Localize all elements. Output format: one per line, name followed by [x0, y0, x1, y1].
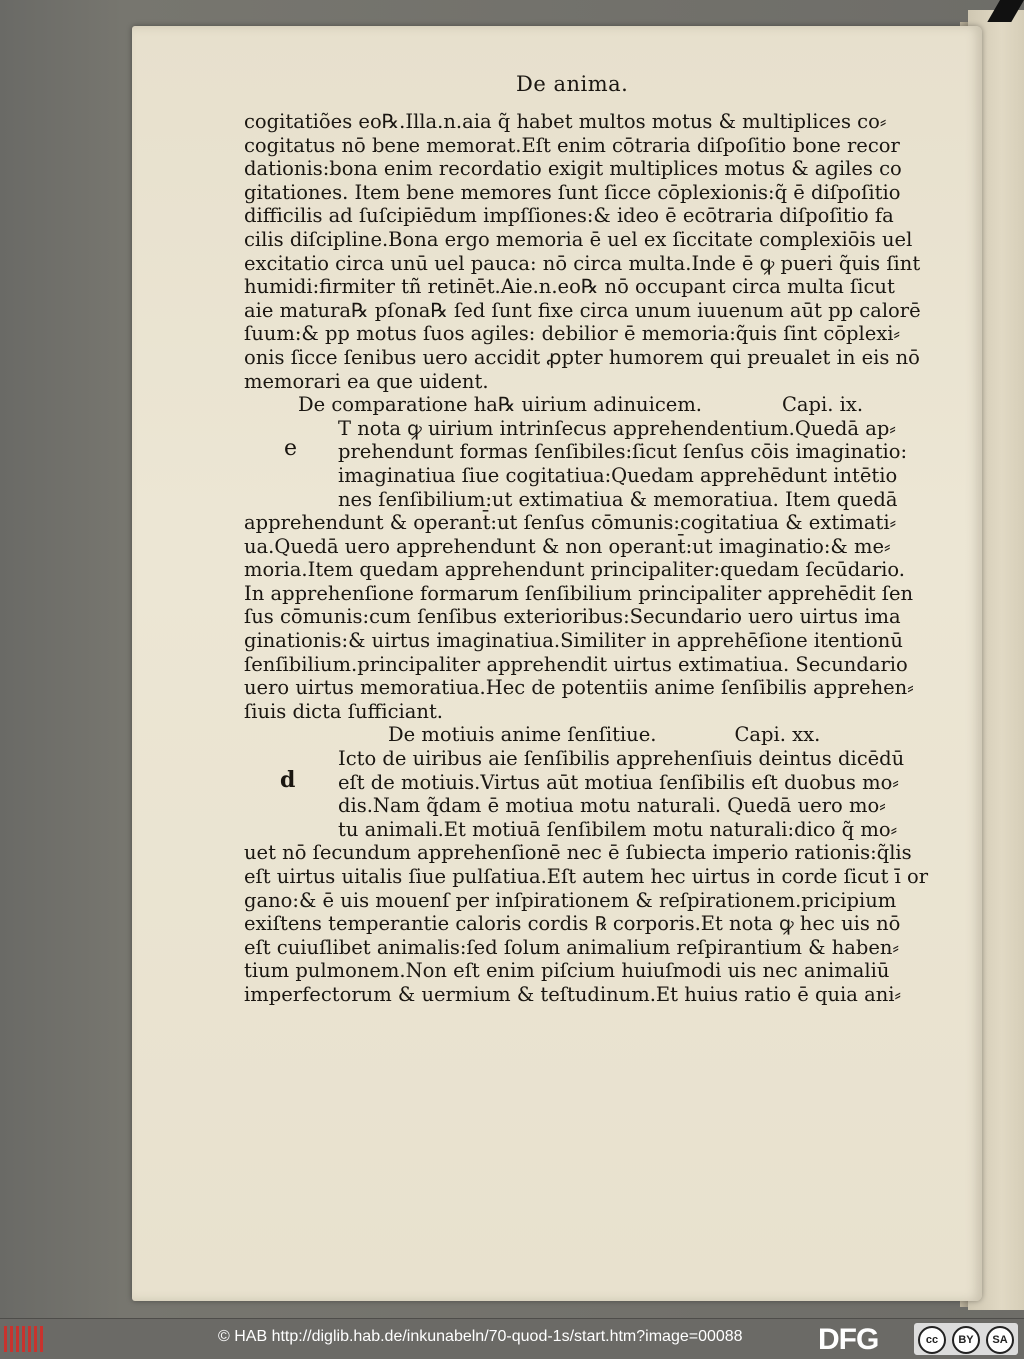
- source-link[interactable]: © HAB http://diglib.hab.de/inkunabeln/70-quod-1s/start.htm?image=00088: [218, 1328, 743, 1345]
- text-line: apprehendunt & operant̄:ut ſenſus cōmunis:cogitatiua & extimati⸗: [244, 511, 897, 535]
- initial-guide-letter: d: [280, 767, 296, 794]
- paragraph-3: [244, 841, 929, 1006]
- initial-guide-letter: e: [284, 435, 298, 461]
- text-line: gano:& ē uis mouenſ per inſpirationem & reſpirationem.pricipium: [244, 888, 897, 912]
- footer-bar: [0, 1318, 1024, 1359]
- text-line: dis.Nam q̃dam ē motiua motu naturali. Quedā uero mo⸗: [338, 794, 886, 818]
- paragraph-3-hanging: [244, 747, 904, 841]
- text-line: ua.Quedā uero apprehendunt & non operant̄:ut imaginatio:& me⸗: [244, 534, 891, 558]
- text-line: ſenſibilium.principaliter apprehendit uirtus extimatiua. Secundario: [244, 652, 908, 676]
- text-line: tium pulmonem.Non eſt enim piſcium huiuſmodi uis nec animaliū: [244, 959, 890, 983]
- text-line: imperfectorum & uermium & teſtudinum.Et huius ratio ē quia ani⸗: [244, 982, 902, 1006]
- text-line: Icto de uiribus aie ſenſibilis apprehenſiuis deintus dicēdū: [338, 747, 905, 771]
- hanging-lines-2: [244, 747, 904, 841]
- text-line: dationis:bona enim recordatio exigit multiplices motus & agiles co: [244, 157, 902, 181]
- paragraph-1: [244, 110, 921, 393]
- text-line: aie matura℞ pſona℞ ſed ſunt fixe circa unum iuuenum aūt pp calorē: [244, 298, 921, 322]
- text-line: prehendunt formas ſenſibiles:ſicut ſenſus cōis imaginatio:: [338, 440, 908, 464]
- text-line: gitationes. Item bene memores ſunt ſicce cōplexionis:q̃ ē diſpoſitio: [244, 180, 901, 204]
- chapter-heading-ix: [244, 393, 904, 417]
- text-line: eſt cuiuſlibet animalis:ſed ſolum animalium reſpirantium & haben⸗: [244, 935, 899, 959]
- text-line: nes ſenſibilium:ut extimatiua & memoratiua. Item quedā: [338, 487, 898, 511]
- text-line: eſt uirtus uitalis ſiue pulſatiua.Eſt autem hec uirtus in corde ſicut ī or: [244, 865, 929, 888]
- text-line: uero uirtus memoratiua.Hec de potentiis anime ſenſibilis apprehen⸗: [244, 676, 914, 700]
- text-line: T nota ꝙ uirium intrinſecus apprehendentium.Quedā ap⸗: [338, 416, 896, 440]
- dfg-logo: DFG: [818, 1323, 879, 1356]
- text-line: ſiuis dicta ſufficiant.: [244, 699, 443, 723]
- text-line: ſus cōmunis:cum ſenſibus exterioribus:Secundario uero uirtus ima: [244, 605, 901, 629]
- chapter-number: Capi. ix.: [782, 393, 864, 417]
- sa-icon: SA: [986, 1326, 1014, 1354]
- text-line: cilis diſcipline.Bona ergo memoria ē uel ex ſiccitate complexiōis uel: [244, 227, 913, 251]
- text-line: ginationis:& uirtus imaginatiua.Similiter in apprehēſione itentionū: [244, 629, 903, 653]
- text-line: difficilis ad ſuſcipiēdum impſſiones:& ideo ē ecōtraria diſpoſitio fa: [244, 204, 894, 228]
- page-text-block: [244, 110, 929, 1007]
- text-line: cogitatiões eo℞.Illa.n.aia q̃ habet multos motus & multiplices co⸗: [244, 110, 887, 133]
- hanging-lines-1: [244, 416, 908, 511]
- text-line: tu animali.Et motiuā ſenſibilem motu naturali:dico q̃ mo⸗: [338, 817, 898, 841]
- text-line: humidi:firmiter tñ retinēt.Aie.n.eo℞ nō occupant circa multa ſicut: [244, 275, 895, 299]
- text-line: In apprehenſione formarum ſenſibilium principaliter apprehēdit ſen: [244, 581, 914, 605]
- running-head: De anima.: [516, 72, 629, 96]
- paragraph-2: [244, 511, 914, 723]
- by-icon: BY: [952, 1326, 980, 1354]
- chapter-heading-title: De motiuis anime ſenſitiue.: [388, 723, 657, 747]
- chapter-heading-xx: [244, 723, 904, 747]
- text-line: imaginatiua ſiue cogitatiua:Quedam apprehēdunt intētio: [338, 463, 898, 487]
- text-line: exiſtens temperantie caloris cordis ℞ corporis.Et nota ꝙ hec uis nō: [244, 912, 901, 936]
- license-badge[interactable]: [914, 1323, 1018, 1355]
- chapter-heading-title: De comparatione ha℞ uirium adinuicem.: [298, 393, 703, 417]
- library-barcode-icon: [4, 1325, 43, 1353]
- text-line: cogitatus nō bene memorat.Eſt enim cōtraria diſpoſitio bone recor: [244, 133, 900, 157]
- text-line: uet nō ſecundum apprehenſionē nec ē ſubiecta imperio rationis:q̃lis: [244, 841, 912, 865]
- text-line: moria.Item quedam apprehendunt principaliter:quedam ſecūdario.: [244, 558, 905, 582]
- paragraph-2-hanging: [244, 416, 908, 511]
- cc-icon: cc: [918, 1326, 946, 1354]
- text-line: excitatio circa unū uel pauca: nō circa multa.Inde ē ꝙ pueri q̃uis ſint: [244, 251, 921, 275]
- chapter-number: Capi. xx.: [734, 723, 821, 747]
- text-line: ſuum:& pp motus ſuos agiles: debilior ē memoria:q̃uis ſint cōplexi⸗: [244, 322, 900, 346]
- text-line: memorari ea que uident.: [244, 369, 489, 393]
- text-line: eſt de motiuis.Virtus aūt motiua ſenſibilis eſt duobus mo⸗: [338, 770, 899, 794]
- text-line: onis ſicce ſenibus uero accidit ꝓpter humorem qui preualet in eis nō: [244, 345, 920, 369]
